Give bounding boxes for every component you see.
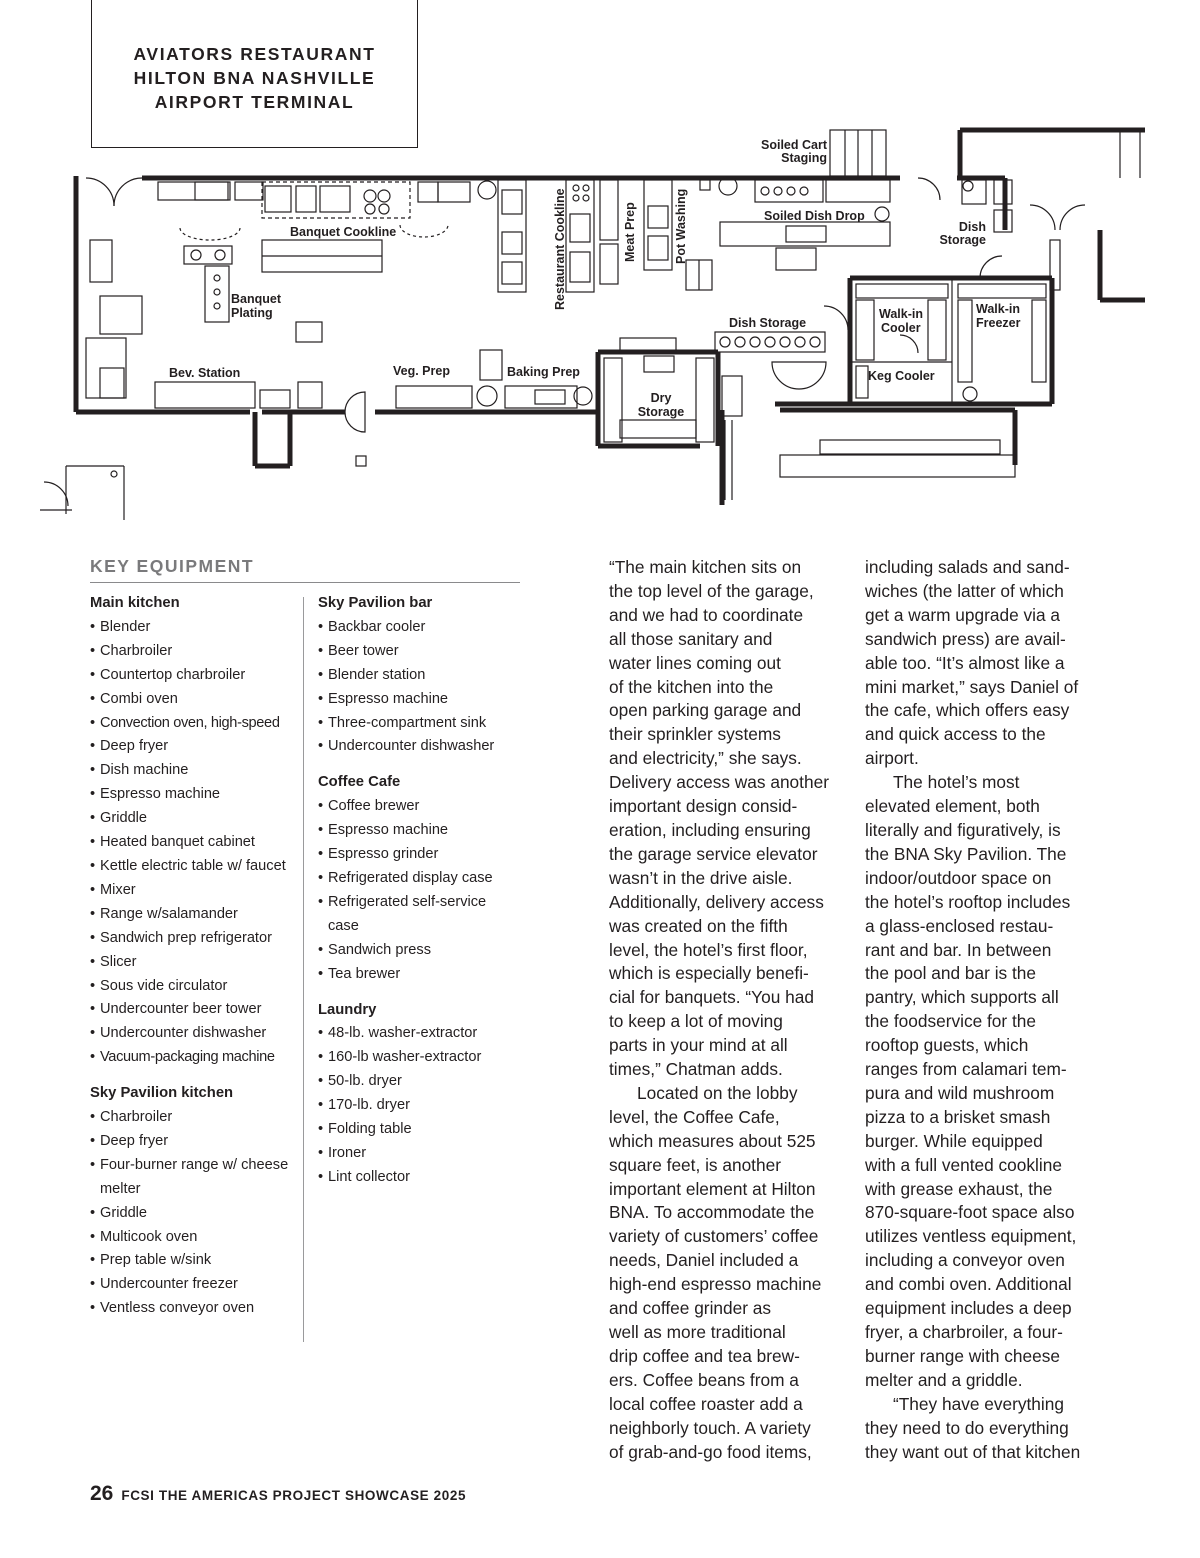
list-item: • Sandwich press [318,939,518,963]
article-paragraph: including salads and sand- wiches (the latter of which get a warm upgrade via a sandwich press) are avail- able too. “It’s almost like a mini market,” says Daniel of the cafe, which offers easy and quick access to the airport. [865,557,1079,769]
list-item: • Sous vide circulator [90,975,295,999]
label-banquet-plating-2: Plating [231,306,273,320]
list-item: • Espresso machine [318,819,518,843]
list-item: • Beer tower [318,640,518,664]
banquet-plating-plan [90,240,322,342]
list-item: • Tea brewer [318,963,518,987]
list-item: • Refrigerated display case [318,867,518,891]
key-equipment-rule [90,582,520,583]
coffee-cafe-list [318,795,518,986]
list-item: • Four-burner range w/ cheese melter [90,1154,295,1202]
article-paragraph: The hotel’s most elevated element, both literally and figuratively, is the BNA Sky Pavilion. The indoor/outdoor space on the hotel’s rooftop includes a glass-enclosed restau- rant and bar. In between the pool and bar is the pantry, which supports all the foodservice for the rooftop guests, which ranges from calamari tem- pura and wild mushroom pizza to a brisket smash burger. While equipped with a full vented cookline with grease exhaust, the 870-square-foot space also utilizes ventless equipment, including a conveyor oven and combi oven. Additional equipment includes a deep fryer, a charbroiler, a four- burner range with cheese melter and a griddle. [865,772,1077,1390]
list-item: • Espresso grinder [318,843,518,867]
laundry-group [318,999,518,1190]
lower-counter-plan [725,420,1015,500]
label-banquet-cookline: Banquet Cookline [290,225,397,239]
list-item: • Convection oven, high-speed [90,712,295,736]
list-item: • Multicook oven [90,1226,295,1250]
label-walk-in-freezer-2: Freezer [976,316,1021,330]
main-kitchen-list [90,616,295,1070]
soiled-cart-staging-plan [830,130,886,176]
label-restaurant-cookline: Restaurant Cookline [553,188,567,310]
article-paragraph: “The main kitchen sits on the top level of the garage, and we had to coordinate all those sanitary and water lines coming out of the kitchen into the open parking garage and their sprinkler systems and electricity,” she says. Delivery access was another important design consid- eration, including ensuring the garage service elevator wasn’t in the drive aisle. Additionally, delivery access was created on the fifth level, the hotel’s first floor, which is especially benefi- cial for banquets. “You had to keep a lot of moving parts in your mind at all times,” Chatman adds. [609,557,829,1080]
label-dish-storage-right-2: Storage [939,233,986,247]
laundry-title: Laundry [318,1001,377,1018]
list-item: • Kettle electric table w/ faucet [90,855,295,879]
label-veg-prep: Veg. Prep [393,364,450,378]
sky-pavilion-kitchen-list [90,1106,295,1321]
list-item: • Espresso machine [90,783,295,807]
list-item: • Deep fryer [90,1130,295,1154]
label-bev-station: Bev. Station [169,366,241,380]
page-footer [90,1482,466,1506]
list-item: • 48-lb. washer-extractor [318,1022,518,1046]
list-item: • Prep table w/sink [90,1249,295,1273]
list-item: • Charbroiler [90,640,295,664]
page-number: 26 [90,1482,114,1505]
sky-pavilion-bar-group [318,592,518,759]
list-item: • Griddle [90,807,295,831]
article-paragraph: “They have everything they need to do everything they want out of that kitchen [865,1393,1081,1462]
list-item: • Slicer [90,951,295,975]
list-item: • Undercounter freezer [90,1273,295,1297]
laundry-list [318,1022,518,1189]
list-item: • Folding table [318,1118,518,1142]
list-item: • Ironer [318,1142,518,1166]
list-item: • Heated banquet cabinet [90,831,295,855]
label-walk-in-freezer-1: Walk-in [976,302,1020,316]
list-item: • Deep fryer [90,735,295,759]
list-item: • Charbroiler [90,1106,295,1130]
sky-pavilion-bar-list [318,616,518,759]
title-line-1: AVIATORS RESTAURANT [133,43,376,64]
label-soiled-dish-drop: Soiled Dish Drop [764,209,865,223]
label-walk-in-cooler-2: Cooler [881,321,921,335]
sky-pavilion-bar-title: Sky Pavilion bar [318,595,433,611]
list-item: • 50-lb. dryer [318,1070,518,1094]
list-item: • Backbar cooler [318,616,518,640]
label-baking-prep: Baking Prep [507,365,580,379]
list-item: • Coffee brewer [318,795,518,819]
title-line-2: HILTON BNA NASHVILLE [133,67,376,88]
list-item: • Mixer [90,879,295,903]
kitchen-floor-plan [0,120,1200,530]
list-item: • 170-lb. dryer [318,1094,518,1118]
sky-pavilion-kitchen-title: Sky Pavilion kitchen [90,1085,234,1102]
list-item: • 160-lb washer-extractor [318,1046,518,1070]
list-item: • Refrigerated self-service case [318,891,518,939]
label-dish-storage-right-1: Dish [958,220,986,234]
sky-pavilion-kitchen-group [90,1082,295,1321]
list-item: • Combi oven [90,688,295,712]
equipment-column-left [90,592,295,1321]
label-meat-prep: Meat Prep [623,202,637,262]
title-line-3: AIRPORT TERMINAL [154,91,355,112]
key-equipment-divider [303,597,304,1342]
list-item: • Griddle [90,1202,295,1226]
list-item: • Dish machine [90,759,295,783]
walk-in-plan [850,278,1046,404]
list-item: • Vacuum-packaging machine [90,1046,295,1070]
list-item: • Espresso machine [318,688,518,712]
equipment-column-right [318,592,518,1190]
list-item: • Range w/salamander [90,903,295,927]
label-dry-storage-2: Storage [637,405,685,419]
right-side-plan [1050,130,1140,290]
soiled-dish-drop-plan [720,180,890,270]
label-dish-storage: Dish Storage [729,316,807,330]
label-pot-washing: Pot Washing [674,188,688,264]
publication-name: FCSI THE AMERICAS PROJECT SHOWCASE 2025 [121,1488,467,1503]
list-item: • Blender [90,616,295,640]
list-item: • Undercounter beer tower [90,998,295,1022]
meat-prep-plan [644,177,737,290]
article-column-1 [609,556,849,1464]
article-column-2 [865,556,1105,1464]
list-item: • Three-compartment sink [318,712,518,736]
main-kitchen-group [90,592,295,1070]
label-soiled-cart-staging-2: Staging [781,151,827,165]
coffee-cafe-group [318,771,518,986]
label-walk-in-cooler-1: Walk-in [879,307,923,321]
key-equipment-heading: KEY EQUIPMENT [90,556,255,576]
label-keg-cooler: Keg Cooler [868,369,935,383]
list-item: • Undercounter dishwasher [90,1022,295,1046]
label-soiled-cart-staging-1: Soiled Cart [761,138,827,152]
list-item: • Sandwich prep refrigerator [90,927,295,951]
list-item: • Countertop charbroiler [90,664,295,688]
list-item: • Undercounter dishwasher [318,735,518,759]
lower-left-plan [40,456,366,520]
coffee-cafe-title: Coffee Cafe [318,774,401,791]
list-item: • Lint collector [318,1166,518,1190]
article-paragraph: Located on the lobby level, the Coffee Cafe, which measures about 525 square feet, is another important element at Hilton BNA. To accommodate the variety of customers’ coffee needs, Daniel included a high-end espresso machine and coffee grinder as well as more traditional drip coffee and tea brew- ers. Coffee beans from a local coffee roaster add a neighborly touch. A variety of grab-and-go food items, [609,1082,822,1462]
main-kitchen-title: Main kitchen [90,595,180,611]
label-dry-storage-1: Dry [650,391,672,405]
list-item: • Blender station [318,664,518,688]
label-banquet-plating-1: Banquet [231,292,281,306]
list-item: • Ventless conveyor oven [90,1297,295,1321]
